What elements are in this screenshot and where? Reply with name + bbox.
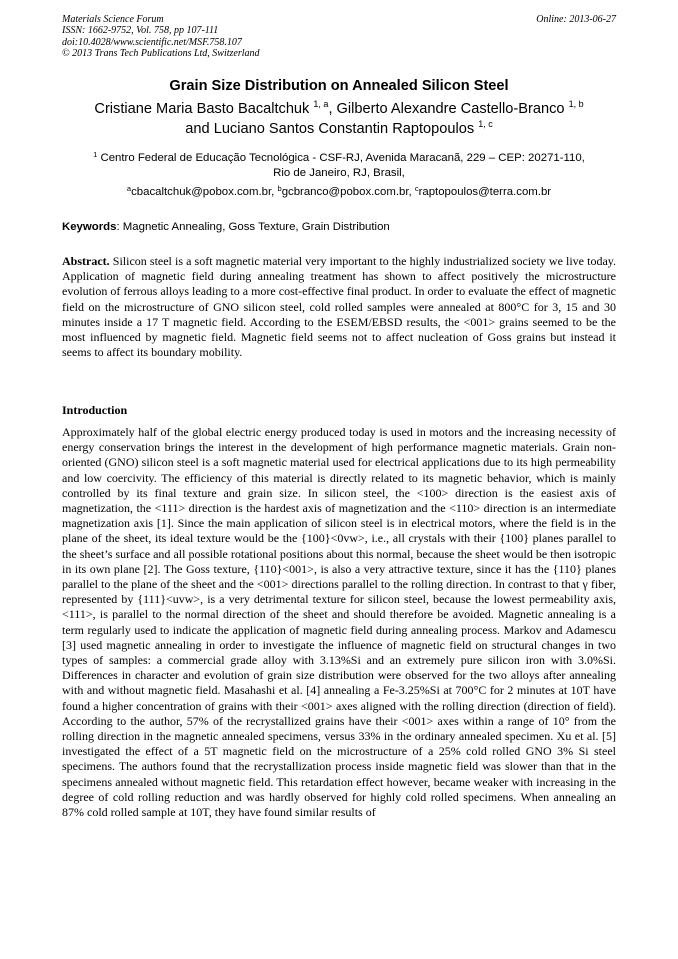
author-separator: ,	[328, 101, 337, 117]
affiliation-mark: 1	[93, 150, 98, 159]
keywords	[62, 221, 616, 233]
email-mark: b	[277, 184, 282, 193]
abstract	[62, 254, 616, 360]
journal-header	[62, 14, 616, 60]
journal-doi: doi:10.4028/www.scientific.net/MSF.758.107	[62, 36, 242, 48]
email-link[interactable]: gcbranco@pobox.com.br,	[281, 186, 412, 198]
affiliation	[62, 151, 616, 180]
introduction-body: Approximately half of the global electric energy produced today is used in motors and the increasing necessity of energy conservation brings the interest in the development of high performance magnetic materials. Grain non-oriented (GNO) silicon steel is a soft magnetic material used for electrical applications due to its high permeability and low coercivity. The efficiency of this material is directly related to its magnetic behavior, which is mainly controlled by its final texture and grain size. In silicon steel, the <100> direction is the easiest axis of magnetization, the <111> direction is the hardest axis of magnetization and the <110> direction is an intermediate magnetization axis [1]. Since the main application of silicon steel is in electrical motors, where the field is in the plane of the sheet, its ideal texture would be the {100}<0vw>, i.e., all crystals with their {100} planes parallel to the sheet’s surface and all possible rotational positions about this normal, because the sheet would be then isotropic in its own plane [2]. The Goss texture, {110}<001>, is also a very attractive texture, since it has the {110} planes parallel to the plane of the sheet and the <001> directions parallel to the rolling direction. In contrast to that γ fiber, represented by {111}<uvw>, is a very detrimental texture for silicon steel, because the lowest permeability axis, <111>, is parallel to the normal direction of the sheet and should therefore be avoided. Magnetic annealing is a term regularly used to indicate the application of magnetic field during annealing process. Markov and Adamescu [3] used magnetic annealing in order to investigate the influence of magnetic field on structural changes in two types of samples: a commercial grade alloy with 3.13%Si and an extremely pure silicon iron with 3.0%Si. Differences in character and evolution of grain size distribution were observed for the two alloys after annealing with and without magnetic field. Masahashi et al. [4] annealing a Fe-3.25%Si at 700°C for 2 minutes at 10T have found a higher concentration of grains with their <001> axes aligned with the rolling direction (direction of field). According to the author, 57% of the recrystallized grains have their <001> axes within a range of 10° from the rolling direction in the magnetic annealed specimens, versus 33% in the ordinary annealed specimen. Xu et al. [5] investigated the effect of a 5T magnetic field on the microstructure of a 25% cold rolled GNO 3% Si steel specimens. The authors found that the recrystallization process inside magnetic field was slower than that in the specimens annealed without magnetic field. This retardation effect however, became weaker with increasing in the degree of cold rolling reduction and was hardly observed for highly cold rolled specimens. When annealing an 87% cold rolled sample at 10T, they have found similar results of	[62, 425, 616, 820]
author-name: Cristiane Maria Basto Bacaltchuk	[94, 101, 310, 117]
author-name: Gilberto Alexandre Castello-Branco	[336, 101, 565, 117]
section-heading-introduction: Introduction	[62, 403, 128, 417]
email-link[interactable]: cbacaltchuk@pobox.com.br,	[131, 186, 275, 198]
journal-copyright: © 2013 Trans Tech Publications Ltd, Switzerland	[62, 48, 260, 60]
author-name: Luciano Santos Constantin Raptopoulos	[213, 121, 475, 137]
author-list	[62, 99, 616, 139]
journal-issn: ISSN: 1662-9752, Vol. 758, pp 107-111	[62, 25, 219, 37]
author-emails	[62, 185, 616, 199]
author-conjunction: and	[185, 121, 210, 137]
author-affiliation-mark: 1, a	[313, 99, 329, 109]
author-affiliation-mark: 1, b	[568, 99, 584, 109]
abstract-label: Abstract.	[62, 254, 110, 268]
email-mark: c	[414, 184, 419, 193]
abstract-text: Silicon steel is a soft magnetic material very important to the highly industrialized society we live today. Application of magnetic field during annealing treatment has shown to affect positively the microstructure evolution of ferrous alloys leading to a more cost-effective final product. In order to evaluate the effect of magnetic field on the microstructure of GNO silicon steel, cold rolled samples were annealed at 800°C for 3, 15 and 30 minutes inside a 17 T magnetic field. According to the ESEM/EBSD results, the <001> grains seemed to be the most influenced by magnetic field. Magnetic field seems not to affect nucleation of Goss grains but instead it seems to affect its boundary mobility.	[62, 254, 617, 360]
keywords-label: Keywords	[62, 221, 117, 233]
paper-title: Grain Size Distribution on Annealed Silicon Steel	[169, 78, 509, 94]
online-date: Online: 2013-06-27	[536, 14, 616, 25]
keywords-text: : Magnetic Annealing, Goss Texture, Grain Distribution	[116, 221, 390, 233]
affiliation-line: Rio de Janeiro, RJ, Brasil,	[273, 166, 405, 179]
author-affiliation-mark: 1, c	[478, 119, 493, 129]
journal-name: Materials Science Forum	[62, 14, 164, 25]
email-mark: a	[126, 184, 132, 193]
affiliation-line: Centro Federal de Educação Tecnológica - CSF-RJ, Avenida Maracanã, 229 – CEP: 20271-110,	[100, 152, 585, 164]
email-link[interactable]: raptopoulos@terra.com.br	[418, 186, 552, 198]
